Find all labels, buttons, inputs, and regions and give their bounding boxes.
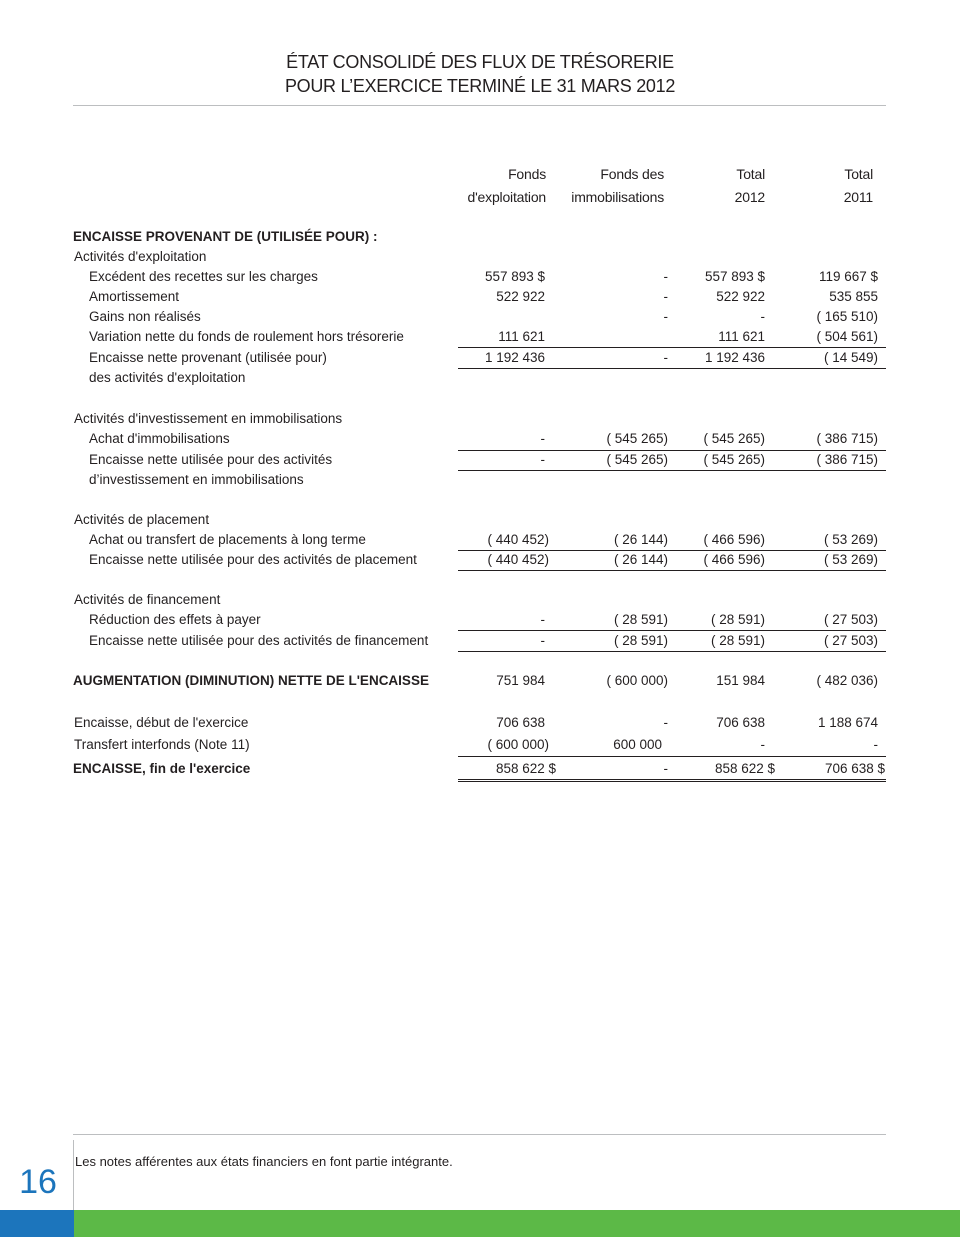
- subtotal-rule: [458, 756, 886, 757]
- section-subheading: Activités de financement: [74, 592, 221, 607]
- section-heading: ENCAISSE PROVENANT DE (UTILISÉE POUR) :: [73, 229, 378, 244]
- cell-total-2011: ( 504 561): [816, 329, 878, 344]
- cell-total-2012: 706 638: [716, 715, 765, 730]
- cell-operating: 706 638: [496, 715, 545, 730]
- col-header-total2011-line2: 2011: [843, 189, 873, 205]
- row-label: Encaisse nette utilisée pour des activités de financement: [89, 633, 429, 648]
- cell-capital: ( 545 265): [606, 452, 668, 467]
- row-label: Excédent des recettes sur les charges: [89, 269, 318, 284]
- cell-total-2011: 706 638 $: [824, 761, 885, 776]
- net-change-label: AUGMENTATION (DIMINUTION) NETTE DE L'ENCAISSE: [73, 673, 429, 688]
- cell-total-2012: ( 545 265): [703, 452, 765, 467]
- top-rule: [73, 105, 886, 106]
- col-header-operating-line1: Fonds: [508, 166, 546, 182]
- cell-operating: ( 440 452): [487, 532, 549, 547]
- subtotal-rule: [458, 347, 886, 348]
- cell-capital: -: [663, 715, 668, 730]
- cell-total-2011: ( 27 503): [823, 633, 878, 648]
- table-row: [0, 309, 960, 329]
- col-header-capital-line1: Fonds des: [600, 166, 664, 182]
- cell-total-2011: ( 53 269): [823, 552, 878, 567]
- table-row: [0, 229, 960, 249]
- cell-total-2011: ( 386 715): [816, 452, 878, 467]
- row-label: Encaisse nette utilisée pour des activités: [89, 452, 333, 467]
- section-subheading: Activités d'exploitation: [74, 249, 207, 264]
- statement-title: ÉTAT CONSOLIDÉ DES FLUX DE TRÉSORERIE: [286, 52, 674, 72]
- cell-total-2011: ( 482 036): [816, 673, 878, 688]
- cell-capital: ( 545 265): [606, 431, 668, 446]
- cell-total-2012: 522 922: [716, 289, 765, 304]
- table-row: [0, 472, 960, 492]
- cell-total-2012: 858 622 $: [714, 761, 775, 776]
- table-row: [0, 633, 960, 653]
- cell-total-2012: ( 28 591): [710, 612, 765, 627]
- cell-operating: 858 622 $: [495, 761, 556, 776]
- cell-total-2012: 1 192 436: [704, 350, 765, 365]
- cell-total-2012: -: [760, 309, 765, 324]
- cell-capital: -: [663, 309, 668, 324]
- row-label: Encaisse, début de l'exercice: [74, 715, 249, 730]
- cell-operating: 1 192 436: [484, 350, 545, 365]
- col-header-total2011-line1: Total: [844, 166, 873, 182]
- cell-capital: 600 000: [613, 737, 662, 752]
- total-rule: [458, 570, 886, 571]
- total-rule: [458, 470, 886, 471]
- footer-divider: [73, 1140, 74, 1210]
- row-label: Encaisse nette utilisée pour des activités de placement: [89, 552, 417, 567]
- table-row: [0, 673, 960, 693]
- row-label: des activités d'exploitation: [89, 370, 246, 385]
- table-row: [0, 431, 960, 451]
- row-label: Achat ou transfert de placements à long terme: [89, 532, 366, 547]
- table-row: [0, 350, 960, 370]
- cell-total-2011: ( 27 503): [823, 612, 878, 627]
- double-rule-top: [458, 779, 886, 780]
- cell-operating: 111 621: [498, 329, 545, 344]
- col-header-capital-line2: immobilisations: [571, 189, 664, 205]
- subtotal-rule: [458, 630, 886, 631]
- col-header-total2012-line1: Total: [736, 166, 765, 182]
- table-row: [0, 411, 960, 431]
- footer-note: Les notes afférentes aux états financiers en font partie intégrante.: [75, 1154, 453, 1169]
- section-subheading: Activités de placement: [74, 512, 210, 527]
- cell-operating: -: [540, 431, 545, 446]
- table-row: [0, 452, 960, 472]
- row-label: d’investissement en immobilisations: [89, 472, 304, 487]
- cell-capital: -: [663, 289, 668, 304]
- row-label: Variation nette du fonds de roulement hors trésorerie: [89, 329, 404, 344]
- cell-operating: 751 984: [496, 673, 545, 688]
- table-row: [0, 289, 960, 309]
- table-row: [0, 370, 960, 390]
- table-row: [0, 512, 960, 532]
- row-label: Achat d'immobilisations: [89, 431, 230, 446]
- table-row: [0, 592, 960, 612]
- table-row: [0, 761, 960, 781]
- cell-operating: -: [540, 633, 545, 648]
- col-header-total2012-line2: 2012: [734, 189, 765, 205]
- cell-total-2012: ( 545 265): [703, 431, 765, 446]
- section-subheading: Activités d'investissement en immobilisations: [74, 411, 343, 426]
- cell-total-2012: ( 466 596): [703, 552, 765, 567]
- cell-total-2012: ( 466 596): [703, 532, 765, 547]
- cell-total-2011: ( 53 269): [823, 532, 878, 547]
- cell-capital: -: [663, 269, 668, 284]
- footer-rule: [73, 1134, 886, 1135]
- closing-cash-label: ENCAISSE, fin de l'exercice: [73, 761, 251, 776]
- subtotal-rule: [458, 450, 886, 451]
- double-rule-bottom: [458, 781, 886, 782]
- cell-capital: ( 28 591): [613, 633, 668, 648]
- total-rule: [458, 368, 886, 369]
- cell-operating: -: [540, 612, 545, 627]
- cell-total-2011: 119 667 $: [818, 269, 878, 284]
- table-row: [0, 612, 960, 632]
- subtotal-rule: [458, 550, 886, 551]
- cell-capital: ( 600 000): [606, 673, 668, 688]
- cell-total-2011: 1 188 674: [817, 715, 878, 730]
- table-row: [0, 715, 960, 735]
- row-label: Amortissement: [89, 289, 180, 304]
- cell-capital: -: [663, 350, 668, 365]
- cell-capital: -: [663, 761, 668, 776]
- page-number: 16: [19, 1163, 57, 1201]
- cell-total-2012: ( 28 591): [710, 633, 765, 648]
- table-row: [0, 249, 960, 269]
- row-label: Gains non réalisés: [89, 309, 201, 324]
- row-label: Encaisse nette provenant (utilisée pour): [89, 350, 327, 365]
- cell-total-2012: -: [760, 737, 765, 752]
- cell-total-2012: 151 984: [716, 673, 765, 688]
- cell-operating: ( 440 452): [487, 552, 549, 567]
- cell-total-2011: ( 14 549): [823, 350, 878, 365]
- statement-subtitle: POUR L’EXERCICE TERMINÉ LE 31 MARS 2012: [284, 76, 676, 96]
- cell-total-2012: 111 621: [718, 329, 765, 344]
- col-header-operating-line2: d'exploitation: [467, 189, 546, 205]
- cell-capital: ( 26 144): [613, 532, 668, 547]
- cell-operating: 557 893 $: [484, 269, 545, 284]
- cell-total-2012: 557 893 $: [704, 269, 765, 284]
- cell-operating: 522 922: [496, 289, 545, 304]
- total-rule: [458, 651, 886, 652]
- footer-bar-blue: [0, 1210, 74, 1237]
- cell-operating: ( 600 000): [487, 737, 549, 752]
- cell-total-2011: ( 386 715): [816, 431, 878, 446]
- cell-capital: ( 28 591): [613, 612, 668, 627]
- row-label: Réduction des effets à payer: [89, 612, 261, 627]
- table-row: [0, 532, 960, 552]
- table-row: [0, 329, 960, 349]
- table-row: [0, 552, 960, 572]
- cell-capital: ( 26 144): [613, 552, 668, 567]
- row-label: Transfert interfonds (Note 11): [74, 737, 250, 752]
- cell-total-2011: ( 165 510): [816, 309, 878, 324]
- cell-operating: -: [540, 452, 545, 467]
- table-row: [0, 269, 960, 289]
- table-row: [0, 737, 960, 757]
- footer-bar-green: [74, 1210, 960, 1237]
- cell-total-2011: -: [873, 737, 878, 752]
- cell-total-2011: 535 855: [829, 289, 878, 304]
